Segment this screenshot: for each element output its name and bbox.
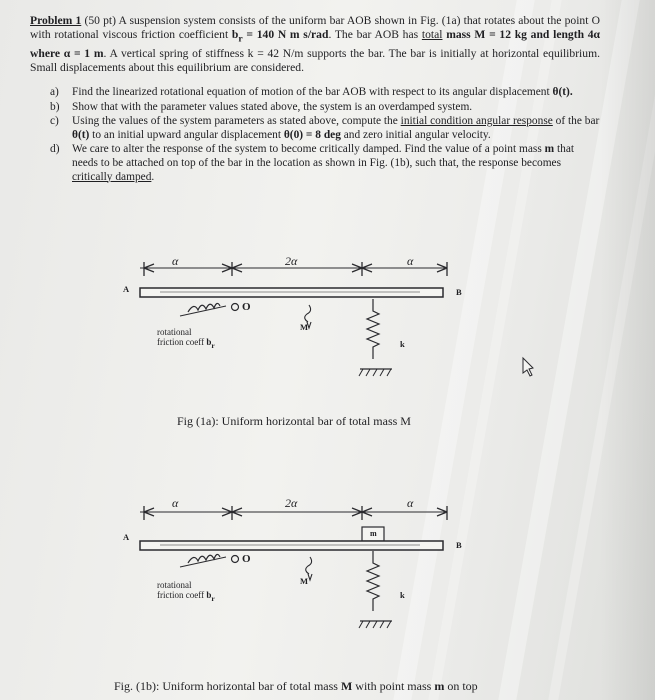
caption-mass-M: M	[340, 679, 353, 693]
pivot-o-label: O	[242, 301, 251, 313]
caption-text: with point mass	[352, 679, 435, 693]
friction-line2: friction coeff	[157, 590, 205, 600]
caption-mass-m: m	[434, 679, 445, 693]
figure-1a-drawing	[140, 262, 447, 376]
spring-text: . A vertical spring of stiffness k = 42 N/m supports the bar.	[103, 46, 386, 60]
part-underline: initial condition angular response	[400, 115, 553, 128]
figure-1b-drawing	[140, 506, 447, 628]
br-symbol: b	[231, 28, 239, 42]
mid-text: . The bar AOB has	[328, 28, 419, 42]
part-letter: d)	[50, 143, 60, 156]
part-bold: m	[544, 143, 555, 156]
dim-alpha-left: α	[172, 254, 179, 268]
mass-label: M	[300, 322, 309, 332]
friction-sym: b	[206, 590, 212, 600]
dim-2alpha: 2α	[285, 496, 298, 510]
part-text: to an initial upward angular displacement	[89, 128, 284, 141]
caption-text: on top	[444, 679, 478, 693]
friction-sub: r	[211, 593, 215, 603]
bar-aob	[140, 541, 443, 550]
part-underline: critically damped	[72, 170, 152, 183]
end-b: B	[456, 540, 462, 550]
dim-alpha-right: α	[407, 254, 414, 268]
pivot-o	[232, 556, 239, 563]
ground-hatch	[359, 369, 391, 376]
problem-label: Problem 1	[30, 14, 82, 27]
pivot-hatch	[180, 557, 226, 567]
part-bold: θ(t)	[72, 128, 90, 141]
part-letter: a)	[50, 86, 59, 98]
ground-hatch	[359, 621, 391, 628]
friction-line1: rotational	[157, 580, 192, 590]
part-text: Find the linearized rotational equation of motion of the bar AOB with respect to its angular displacement	[72, 86, 553, 98]
caption-text: Fig. (1b): Uniform horizontal bar of total mass	[114, 679, 341, 693]
pivot-o	[232, 304, 239, 311]
br-value: = 140 N m s/rad	[242, 28, 329, 42]
part-letter: c)	[50, 115, 59, 128]
friction-label	[157, 580, 215, 604]
end-b: B	[456, 287, 462, 297]
total-word: total	[421, 28, 443, 42]
pivot-hatch	[180, 306, 226, 316]
part-bold: θ(0) = 8 deg	[283, 128, 341, 141]
dim-alpha-left: α	[172, 496, 179, 510]
friction-sym: b	[206, 337, 212, 347]
part-text: Using the values of the system parameters as stated above, compute the	[72, 115, 401, 128]
bar-aob	[140, 288, 443, 297]
end-a: A	[123, 284, 130, 294]
spring-label: k	[400, 590, 405, 600]
part-text: We care to alter the response of the system to become critically damped. Find the value of a point mass	[72, 143, 545, 156]
part-letter: b)	[50, 100, 60, 113]
friction-label	[157, 327, 215, 351]
friction-line1: rotational	[157, 327, 192, 337]
equilibrium-text: The bar is initially at horizontal equilibrium. Small displacements about this equilibrium are considered.	[30, 46, 600, 75]
dim-2alpha: 2α	[285, 254, 298, 268]
part-text: Show that with the parameter values stated above, the system is an overdamped system.	[72, 100, 473, 113]
friction-line2: friction coeff	[157, 337, 205, 347]
mass-label: M	[300, 576, 309, 586]
part-text: that needs to be attached on top of the bar in the location as shown in Fig. (1b), such that, the response becomes	[72, 143, 575, 169]
spring-label: k	[400, 339, 405, 349]
pivot-o-label: O	[242, 553, 251, 565]
figure-1a-caption: Fig (1a): Uniform horizontal bar of total mass M	[177, 414, 411, 428]
part-text: and zero initial angular velocity.	[340, 128, 491, 141]
end-a: A	[123, 532, 130, 542]
spring-k	[367, 299, 379, 359]
figure-1b-caption	[114, 679, 478, 694]
spring-k	[367, 551, 379, 611]
mass-text: mass M = 12 kg and length 4α where α = 1 m	[30, 28, 601, 60]
problem-points: (50 pt)	[84, 14, 116, 27]
intro-text: A suspension system consists of the uniform bar AOB shown in Fig. (1a) that rotates about the point O with rotational viscous friction coefficient	[30, 14, 600, 42]
part-bold: θ(t).	[552, 86, 573, 98]
point-mass-label: m	[370, 529, 377, 538]
friction-sub: r	[211, 340, 215, 350]
dim-alpha-right: α	[407, 496, 414, 510]
part-text: of the bar	[552, 115, 600, 128]
cursor-icon	[523, 358, 533, 376]
part-text: .	[151, 170, 155, 183]
br-sub: r	[238, 33, 243, 45]
